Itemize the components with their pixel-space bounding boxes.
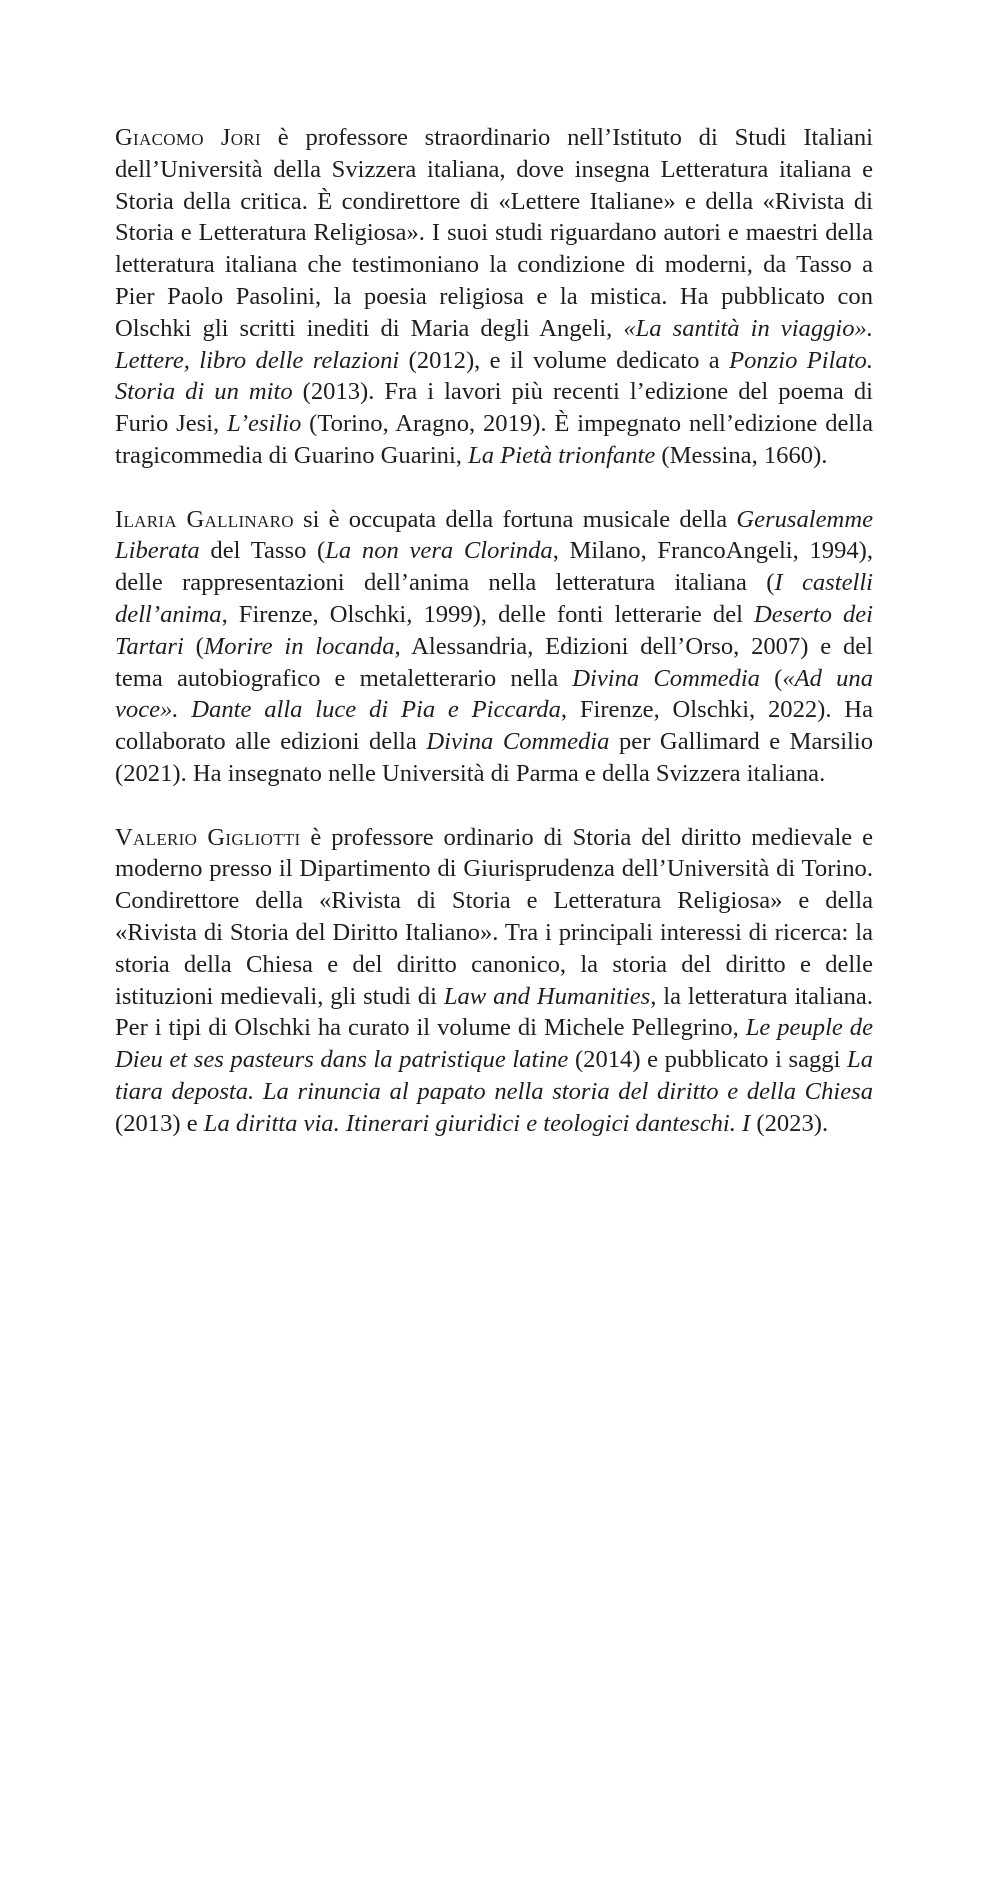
bio-text: , la letteratura italiana. Per i tipi di Olschki ha curato il volume di Michele Pellegrino, xyxy=(115,982,873,1042)
italic-title: L’esilio xyxy=(227,410,302,438)
italic-title: La Pietà trionfante xyxy=(468,441,656,469)
bio-text: è professore straordinario nell’Istituto di Studi Italiani dell’Università della Svizzera italiana, dove insegna Letteratura italiana e Storia della critica. È condirettore di «Lettere Italiane» e della «Rivista di Storia e Letteratura Religiosa». I suoi studi riguardano autori e maestri della letteratura italiana che testimoniano la condizione di moderni, da Tasso a Pier Paolo Pasolini, la poesia religiosa e la mistica. Ha pubblicato con Olschki gli scritti inediti di Maria degli Angeli, xyxy=(115,124,873,342)
bio-text: si è occupata della fortuna musicale della xyxy=(293,505,737,533)
bio-text: (2012), e il volume dedicato a xyxy=(399,346,730,374)
bio-text: , Firenze, Olschki, 1999), delle fonti letterarie del xyxy=(221,600,755,628)
bio-text: , Firenze, Olschki, 2022). Ha collaborato alle edizioni della xyxy=(115,696,873,756)
bio-text: (2023). xyxy=(750,1109,829,1137)
bio-text: del Tasso ( xyxy=(199,537,326,565)
bio-text: per Gallimard e Marsilio (2021). Ha insegnato nelle Università di Parma e della Svizzera italiana. xyxy=(115,728,874,787)
bio-paragraph xyxy=(115,504,873,790)
bio-text: (Torino, Aragno, 2019). È impegnato nell’edizione della tragicommedia di Guarino Guarini, xyxy=(115,410,873,469)
bio-text: (2013). Fra i lavori più recenti l’edizione del poema di Furio Jesi, xyxy=(115,378,873,438)
bio-text: (2014) e pubblicato i saggi xyxy=(568,1046,848,1074)
author-name: Giacomo Jori xyxy=(115,124,261,151)
author-name: Ilaria Gallinaro xyxy=(115,505,294,533)
bio-text: è professore ordinario di Storia del diritto medievale e moderno presso il Dipartimento di Giurisprudenza dell’Università di Torino. Condirettore della «Rivista di Storia e Letteratura Religiosa» e della «Rivista di Storia del Diritto Italiano». Tra i principali interessi di ricerca: la storia della Chiesa e del diritto canonico, la storia del diritto e delle istituzioni medievali, gli studi di xyxy=(115,823,873,1010)
bio-paragraph xyxy=(115,822,873,1140)
bio-text: ( xyxy=(183,632,204,660)
italic-title: «Ad una voce». Dante alla luce di Pia e Piccarda xyxy=(115,664,873,724)
bio-paragraph xyxy=(115,122,873,472)
italic-title: Divina Commedia xyxy=(426,728,610,756)
italic-title: La diritta via. Itinerari giuridici e teologici danteschi. I xyxy=(203,1109,751,1137)
bio-text: , Milano, FrancoAngeli, 1994), delle rappresentazioni dell’anima nella letteratura italiana ( xyxy=(115,537,873,597)
italic-title: Gerusalemme Liberata xyxy=(115,505,873,565)
italic-title: La tiara deposta. La rinuncia al papato nella storia del diritto e della Chiesa xyxy=(115,1046,873,1105)
italic-title: Divina Commedia xyxy=(572,664,760,692)
italic-title: Morire in locanda xyxy=(203,632,395,660)
italic-title: Deserto dei Tartari xyxy=(115,600,873,660)
italic-title: «La santità in viaggio». Lettere, libro delle relazioni xyxy=(115,314,873,374)
bio-text: (2013) e xyxy=(115,1109,204,1137)
bio-text: ( xyxy=(759,664,783,692)
bio-text-block xyxy=(115,122,873,1171)
italic-title: Law and Humanities xyxy=(443,982,651,1010)
italic-title: La non vera Clorinda xyxy=(325,537,553,565)
italic-title: Le peuple de Dieu et ses pasteurs dans la patristique latine xyxy=(115,1014,873,1074)
author-name: Valerio Gigliotti xyxy=(115,823,301,851)
italic-title: I castelli dell’anima xyxy=(115,569,873,628)
bio-text: , Alessandria, Edizioni dell’Orso, 2007) e del tema autobiografico e metaletterario nella xyxy=(115,632,873,692)
bio-text: (Messina, 1660). xyxy=(655,441,828,469)
italic-title: Ponzio Pilato. Storia di un mito xyxy=(115,346,874,406)
